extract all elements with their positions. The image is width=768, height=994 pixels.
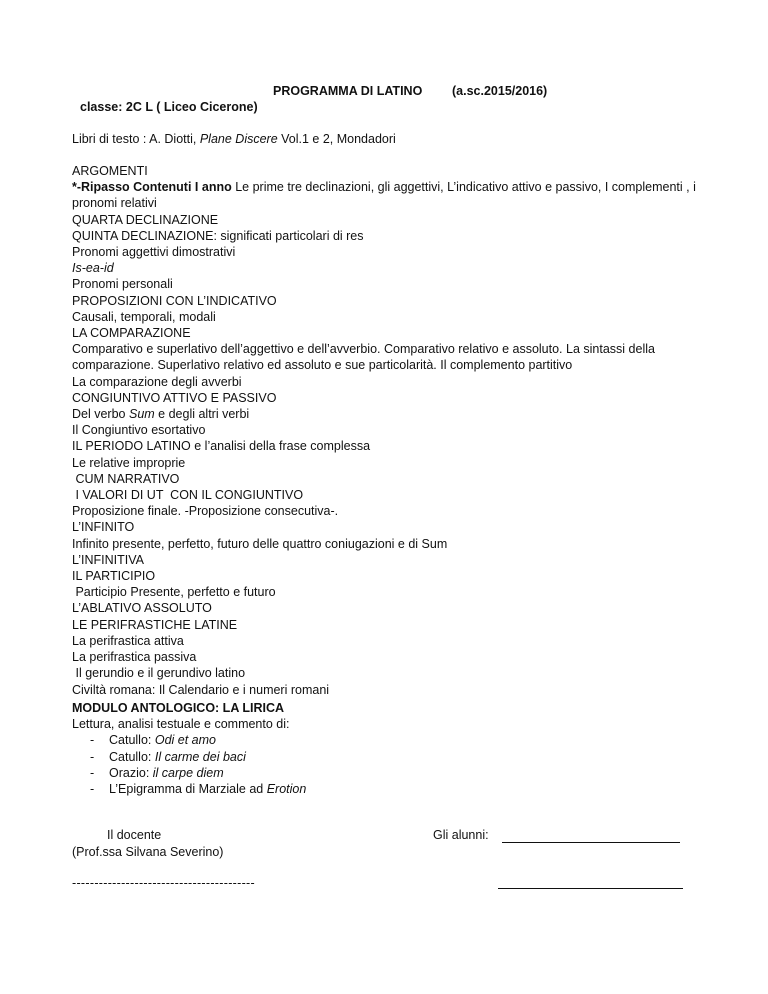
review-text: Le prime tre declinazioni, gli aggettivi, L’indicativo attivo e passivo, I complementi , i pronomi relativi: [72, 180, 696, 211]
topic-line: Infinito presente, perfetto, futuro delle quattro coniugazioni e di Sum: [72, 536, 448, 551]
topic-line: La comparazione degli avverbi: [72, 374, 242, 389]
topic-line: LA COMPARAZIONE: [72, 326, 191, 341]
topic-line: CONGIUNTIVO ATTIVO E PASSIVO: [72, 390, 277, 405]
topic-line: Del verbo Sum e degli altri verbi: [72, 407, 250, 422]
anthology-title: MODULO ANTOLOGICO: LA LIRICA: [72, 701, 285, 715]
topic-paragraph: Comparativo e superlativo dell’aggettivo e dell’avverbio. Comparativo relativo e assoluto. La sintassi della comparazione. Superlativo relativo ed assoluto e sue particolarità. Il complemento partitivo: [72, 342, 655, 373]
document-title: PROGRAMMA DI LATINO: [273, 84, 423, 98]
list-item: - Orazio: il carpe diem: [90, 765, 224, 780]
topic-line: CUM NARRATIVO: [72, 471, 180, 486]
topic-line: IL PARTICIPIO: [72, 569, 156, 584]
topics-heading: ARGOMENTI: [72, 164, 148, 178]
topic-line: Is-ea-id: [72, 261, 114, 276]
topic-line: QUINTA DECLINAZIONE: significati particolari di res: [72, 228, 364, 243]
topics-section: [72, 163, 712, 698]
textbook-title: Plane Discere: [199, 132, 278, 146]
list-item: - L’Epigramma di Marziale ad Erotion: [90, 782, 307, 797]
topic-line: L’INFINITIVA: [72, 552, 145, 567]
anthology-section: [72, 700, 712, 797]
teacher-label: Il docente: [107, 828, 162, 842]
review-paragraph: [72, 179, 712, 211]
students-signature-line-1: [502, 842, 680, 843]
topic-line: L’ABLATIVO ASSOLUTO: [72, 601, 212, 616]
list-item: - Catullo: Il carme dei baci: [90, 749, 246, 764]
topic-line: QUARTA DECLINAZIONE: [72, 212, 219, 227]
teacher-name: (Prof.ssa Silvana Severino): [72, 845, 224, 859]
students-label: Gli alunni:: [433, 828, 489, 842]
list-item: - Catullo: Odi et amo: [90, 733, 216, 748]
review-bold: *-Ripasso Contenuti I anno: [72, 180, 232, 195]
topic-line: Il Congiuntivo esortativo: [72, 423, 206, 438]
topic-line: Causali, temporali, modali: [72, 309, 216, 324]
topic-line: IL PERIODO LATINO e l’analisi della frase complessa: [72, 439, 371, 454]
students-signature-line-2: [498, 888, 683, 889]
topic-line: I VALORI DI UT CON IL CONGIUNTIVO: [72, 488, 304, 503]
topic-line: Participio Presente, perfetto e futuro: [72, 585, 276, 600]
topic-line: PROPOSIZIONI CON L’INDICATIVO: [72, 293, 277, 308]
topic-line: LE PERIFRASTICHE LATINE: [72, 617, 238, 632]
topic-line: Proposizione finale. -Proposizione consecutiva-.: [72, 504, 339, 519]
textbooks-prefix: Libri di testo : A. Diotti,: [72, 132, 200, 146]
topic-line: La perifrastica passiva: [72, 650, 197, 665]
topic-line: L’INFINITO: [72, 520, 135, 535]
topic-line: Pronomi personali: [72, 277, 173, 292]
school-year: (a.sc.2015/2016): [452, 84, 548, 98]
teacher-signature-line: -----------------------------------------: [72, 876, 255, 890]
class-line: classe: 2C L ( Liceo Cicerone): [80, 100, 258, 114]
topic-line: Le relative improprie: [72, 455, 186, 470]
textbooks-line: [72, 131, 396, 147]
topic-line: La perifrastica attiva: [72, 633, 184, 648]
textbooks-suffix: Vol.1 e 2, Mondadori: [277, 132, 396, 146]
topic-line: Il gerundio e il gerundivo latino: [72, 666, 246, 681]
anthology-intro: Lettura, analisi testuale e commento di:: [72, 717, 290, 732]
topic-line: Civiltà romana: Il Calendario e i numeri romani: [72, 682, 330, 697]
topic-line: Pronomi aggettivi dimostrativi: [72, 245, 236, 260]
